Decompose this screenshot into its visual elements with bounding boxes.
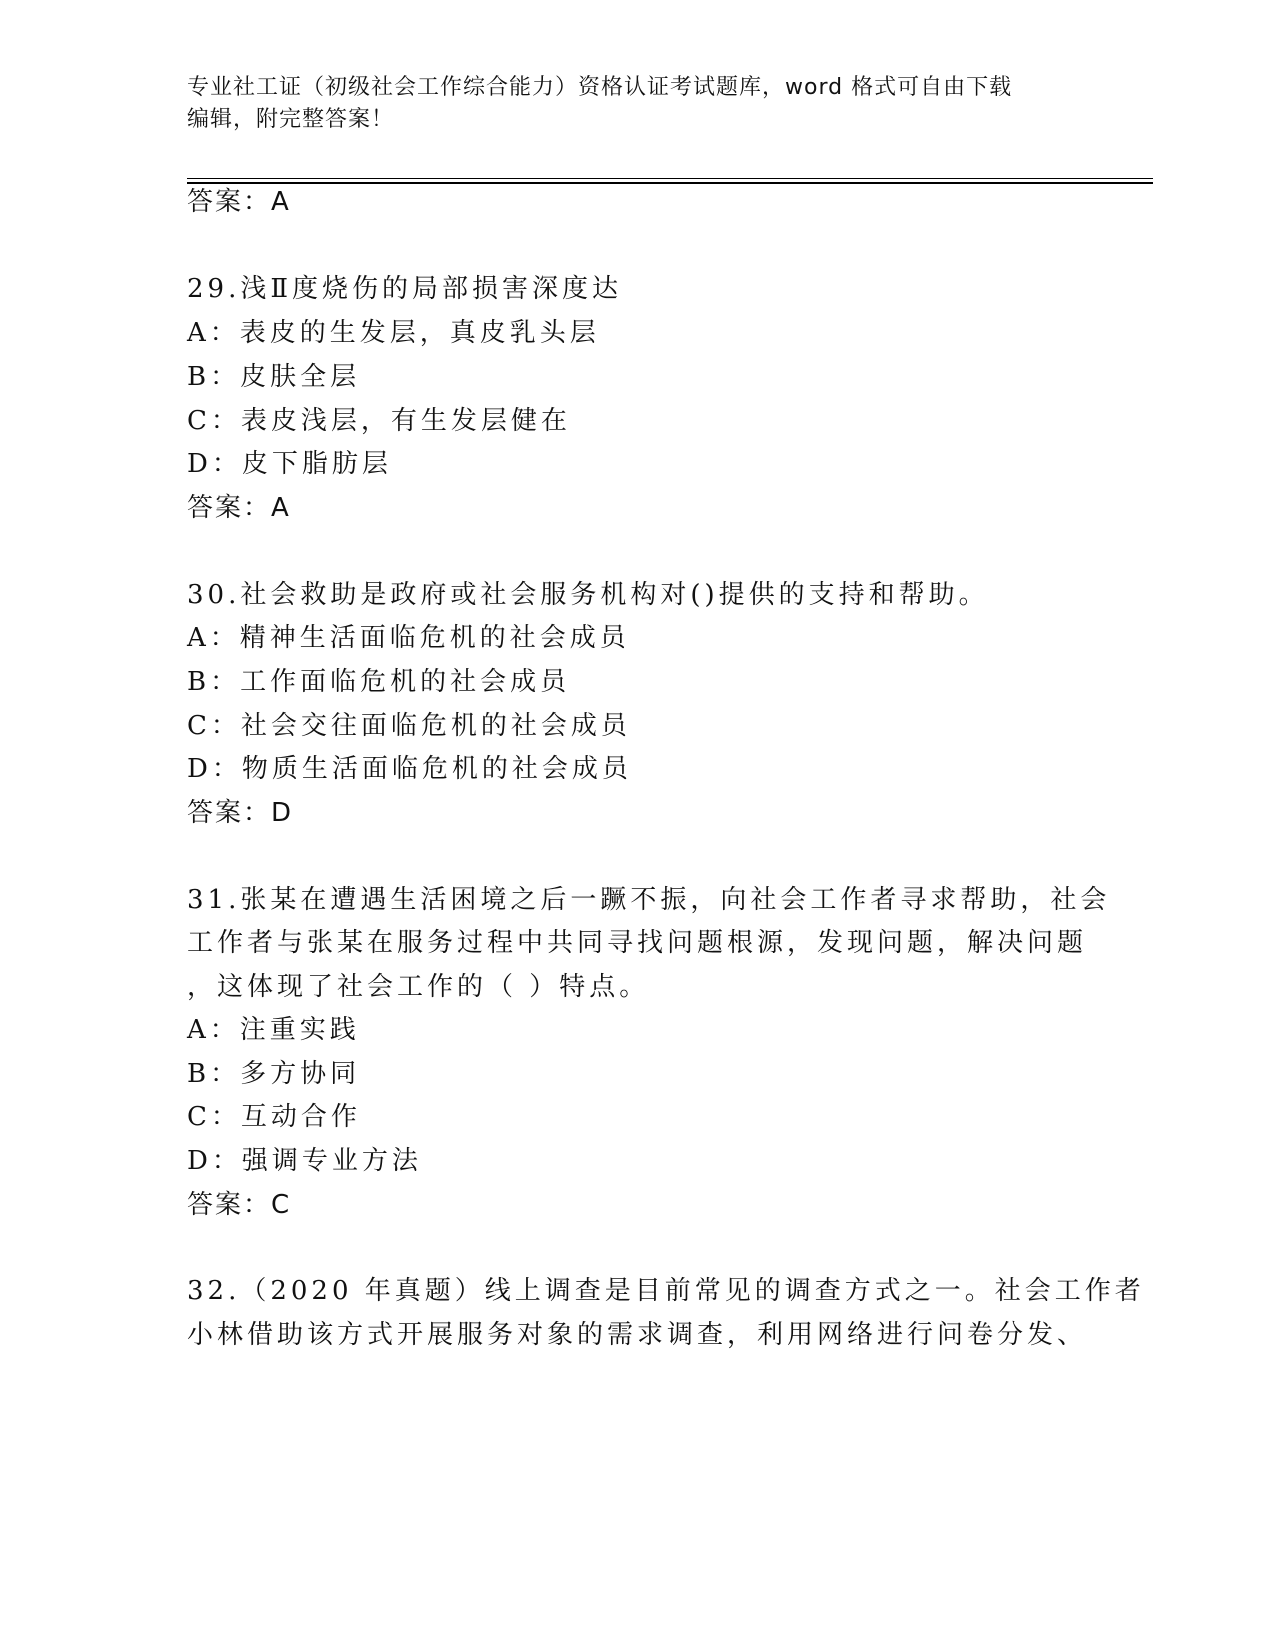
question-30-option-b: B：工作面临危机的社会成员 — [187, 667, 571, 697]
question-30-stem: 30.社会救助是政府或社会服务机构对()提供的支持和帮助。 — [187, 580, 989, 610]
question-30-option-c: C：社会交往面临危机的社会成员 — [187, 711, 631, 741]
question-31-stem-line-3: ，这体现了社会工作的（ ）特点。 — [187, 972, 650, 1002]
question-29-option-a: A：表皮的生发层，真皮乳头层 — [187, 318, 600, 348]
answer-31: 答案：C — [187, 1190, 292, 1220]
question-30-option-a: A：精神生活面临危机的社会成员 — [187, 623, 630, 653]
header-rule-top — [187, 178, 1153, 179]
answer-28: 答案：A — [187, 187, 291, 217]
question-29-option-c: C：表皮浅层，有生发层健在 — [187, 406, 571, 436]
question-31-option-b: B：多方协同 — [187, 1059, 361, 1089]
header-rule-bottom — [187, 182, 1153, 184]
header-line-1: 专业社工证（初级社会工作综合能力）资格认证考试题库，word 格式可自由下载 — [187, 75, 1013, 100]
question-31-option-c: C：互动合作 — [187, 1102, 361, 1132]
question-32-stem-line-1: 32.（2020 年真题）线上调查是目前常见的调查方式之一。社会工作者 — [187, 1276, 1145, 1306]
document-header — [187, 72, 1067, 136]
question-31-stem-line-2: 工作者与张某在服务过程中共同寻找问题根源，发现问题，解决问题 — [187, 928, 1088, 958]
question-30-option-d: D：物质生活面临危机的社会成员 — [187, 754, 632, 784]
question-32-stem-line-2: 小林借助该方式开展服务对象的需求调查，利用网络进行问卷分发、 — [187, 1320, 1088, 1350]
question-31-option-a: A：注重实践 — [187, 1015, 360, 1045]
question-31-stem-line-1: 31.张某在遭遇生活困境之后一蹶不振，向社会工作者寻求帮助，社会 — [187, 885, 1111, 915]
header-line-2: 编辑，附完整答案！ — [187, 107, 395, 132]
question-31-option-d: D：强调专业方法 — [187, 1146, 422, 1176]
question-29-option-b: B：皮肤全层 — [187, 362, 361, 392]
answer-30: 答案：D — [187, 798, 294, 828]
question-29-option-d: D：皮下脂肪层 — [187, 449, 392, 479]
question-29-stem: 29.浅Ⅱ度烧伤的局部损害深度达 — [187, 274, 623, 304]
answer-29: 答案：A — [187, 493, 291, 523]
